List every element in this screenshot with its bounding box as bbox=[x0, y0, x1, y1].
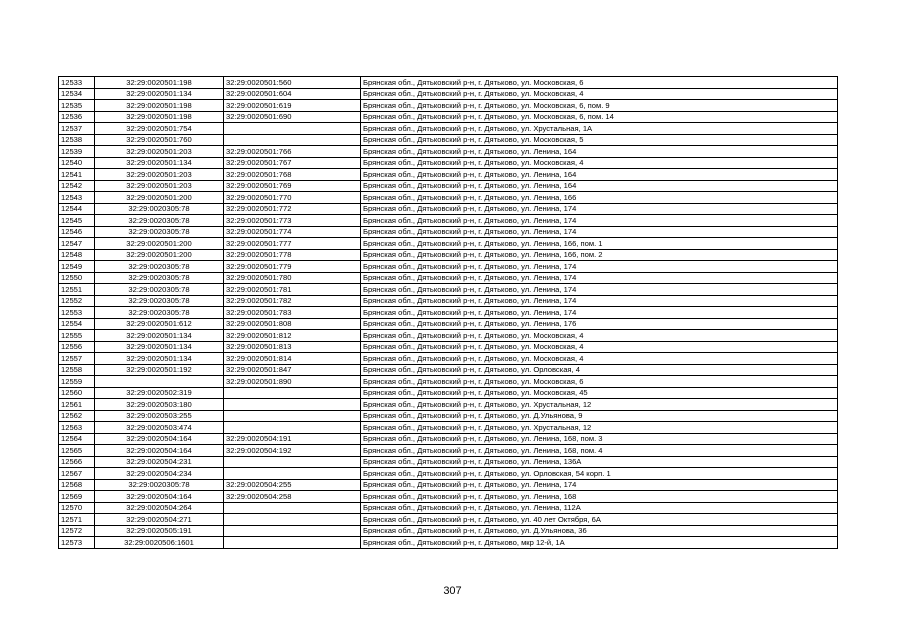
cadastral-number-cell: 32:29:0020504:231 bbox=[95, 456, 224, 468]
address-cell: Брянская обл., Дятьковский р-н, г. Дятьково, ул. Ленина, 174 bbox=[361, 215, 838, 227]
row-number-cell: 12560 bbox=[59, 387, 95, 399]
related-cadastral-number-cell: 32:29:0020501:769 bbox=[224, 180, 361, 192]
cadastral-number-cell: 32:29:0020503:255 bbox=[95, 410, 224, 422]
address-cell: Брянская обл., Дятьковский р-н, г. Дятьково, ул. Д.Ульянова, 36 bbox=[361, 525, 838, 537]
row-number-cell: 12548 bbox=[59, 249, 95, 261]
related-cadastral-number-cell bbox=[224, 502, 361, 514]
related-cadastral-number-cell bbox=[224, 123, 361, 135]
table-row bbox=[59, 537, 838, 549]
row-number-cell: 12543 bbox=[59, 192, 95, 204]
related-cadastral-number-cell: 32:29:0020504:258 bbox=[224, 491, 361, 503]
address-cell: Брянская обл., Дятьковский р-н, г. Дятьково, ул. Ленина, 174 bbox=[361, 226, 838, 238]
row-number-cell: 12570 bbox=[59, 502, 95, 514]
row-number-cell: 12551 bbox=[59, 284, 95, 296]
related-cadastral-number-cell bbox=[224, 387, 361, 399]
related-cadastral-number-cell: 32:29:0020501:780 bbox=[224, 272, 361, 284]
table-row bbox=[59, 445, 838, 457]
row-number-cell: 12545 bbox=[59, 215, 95, 227]
table-row bbox=[59, 295, 838, 307]
related-cadastral-number-cell bbox=[224, 399, 361, 411]
cadastral-number-cell: 32:29:0020501:134 bbox=[95, 157, 224, 169]
address-cell: Брянская обл., Дятьковский р-н, г. Дятьково, ул. Хрустальная, 12 bbox=[361, 399, 838, 411]
table-row bbox=[59, 353, 838, 365]
row-number-cell: 12537 bbox=[59, 123, 95, 135]
related-cadastral-number-cell bbox=[224, 134, 361, 146]
table-row bbox=[59, 272, 838, 284]
table-row bbox=[59, 111, 838, 123]
address-cell: Брянская обл., Дятьковский р-н, г. Дятьково, ул. Ленина, 168 bbox=[361, 491, 838, 503]
cadastral-number-cell: 32:29:0020305:78 bbox=[95, 284, 224, 296]
related-cadastral-number-cell: 32:29:0020501:766 bbox=[224, 146, 361, 158]
address-cell: Брянская обл., Дятьковский р-н, г. Дятьково, ул. 40 лет Октября, 6А bbox=[361, 514, 838, 526]
row-number-cell: 12563 bbox=[59, 422, 95, 434]
cadastral-number-cell: 32:29:0020501:200 bbox=[95, 192, 224, 204]
related-cadastral-number-cell: 32:29:0020501:812 bbox=[224, 330, 361, 342]
cadastral-number-cell: 32:29:0020501:198 bbox=[95, 77, 224, 89]
table-row bbox=[59, 456, 838, 468]
address-cell: Брянская обл., Дятьковский р-н, г. Дятьково, ул. Ленина, 174 bbox=[361, 272, 838, 284]
row-number-cell: 12571 bbox=[59, 514, 95, 526]
related-cadastral-number-cell: 32:29:0020501:773 bbox=[224, 215, 361, 227]
related-cadastral-number-cell: 32:29:0020501:778 bbox=[224, 249, 361, 261]
address-cell: Брянская обл., Дятьковский р-н, г. Дятьково, ул. Ленина, 164 bbox=[361, 146, 838, 158]
row-number-cell: 12569 bbox=[59, 491, 95, 503]
row-number-cell: 12535 bbox=[59, 100, 95, 112]
cadastral-number-cell: 32:29:0020501:134 bbox=[95, 330, 224, 342]
cadastral-number-cell: 32:29:0020501:203 bbox=[95, 146, 224, 158]
table-row bbox=[59, 341, 838, 353]
cadastral-number-cell: 32:29:0020305:78 bbox=[95, 295, 224, 307]
row-number-cell: 12539 bbox=[59, 146, 95, 158]
row-number-cell: 12546 bbox=[59, 226, 95, 238]
related-cadastral-number-cell bbox=[224, 514, 361, 526]
table-body bbox=[59, 77, 838, 549]
address-cell: Брянская обл., Дятьковский р-н, г. Дятьково, мкр 12-й, 1А bbox=[361, 537, 838, 549]
table-row bbox=[59, 215, 838, 227]
cadastral-number-cell: 32:29:0020501:200 bbox=[95, 238, 224, 250]
cadastral-number-cell: 32:29:0020501:134 bbox=[95, 341, 224, 353]
row-number-cell: 12538 bbox=[59, 134, 95, 146]
row-number-cell: 12547 bbox=[59, 238, 95, 250]
related-cadastral-number-cell: 32:29:0020501:808 bbox=[224, 318, 361, 330]
address-cell: Брянская обл., Дятьковский р-н, г. Дятьково, ул. Ленина, 166, пом. 2 bbox=[361, 249, 838, 261]
address-cell: Брянская обл., Дятьковский р-н, г. Дятьково, ул. Ленина, 112А bbox=[361, 502, 838, 514]
related-cadastral-number-cell bbox=[224, 525, 361, 537]
related-cadastral-number-cell: 32:29:0020501:774 bbox=[224, 226, 361, 238]
related-cadastral-number-cell: 32:29:0020501:779 bbox=[224, 261, 361, 273]
cadastral-number-cell bbox=[95, 376, 224, 388]
table-row bbox=[59, 134, 838, 146]
related-cadastral-number-cell: 32:29:0020504:192 bbox=[224, 445, 361, 457]
address-cell: Брянская обл., Дятьковский р-н, г. Дятьково, ул. Ленина, 136А bbox=[361, 456, 838, 468]
related-cadastral-number-cell: 32:29:0020501:768 bbox=[224, 169, 361, 181]
address-cell: Брянская обл., Дятьковский р-н, г. Дятьково, ул. Ленина, 174 bbox=[361, 284, 838, 296]
table-row bbox=[59, 399, 838, 411]
row-number-cell: 12549 bbox=[59, 261, 95, 273]
address-cell: Брянская обл., Дятьковский р-н, г. Дятьково, ул. Московская, 5 bbox=[361, 134, 838, 146]
cadastral-number-cell: 32:29:0020305:78 bbox=[95, 307, 224, 319]
row-number-cell: 12568 bbox=[59, 479, 95, 491]
cadastral-number-cell: 32:29:0020501:134 bbox=[95, 353, 224, 365]
address-cell: Брянская обл., Дятьковский р-н, г. Дятьково, ул. Ленина, 166 bbox=[361, 192, 838, 204]
table-row bbox=[59, 192, 838, 204]
address-cell: Брянская обл., Дятьковский р-н, г. Дятьково, ул. Ленина, 176 bbox=[361, 318, 838, 330]
row-number-cell: 12553 bbox=[59, 307, 95, 319]
cadastral-number-cell: 32:29:0020501:198 bbox=[95, 111, 224, 123]
address-cell: Брянская обл., Дятьковский р-н, г. Дятьково, ул. Орловская, 54 корп. 1 bbox=[361, 468, 838, 480]
address-cell: Брянская обл., Дятьковский р-н, г. Дятьково, ул. Ленина, 174 bbox=[361, 307, 838, 319]
address-cell: Брянская обл., Дятьковский р-н, г. Дятьково, ул. Хрустальная, 1А bbox=[361, 123, 838, 135]
address-cell: Брянская обл., Дятьковский р-н, г. Дятьково, ул. Московская, 6 bbox=[361, 77, 838, 89]
related-cadastral-number-cell: 32:29:0020501:560 bbox=[224, 77, 361, 89]
address-cell: Брянская обл., Дятьковский р-н, г. Дятьково, ул. Московская, 6 bbox=[361, 376, 838, 388]
table-row bbox=[59, 468, 838, 480]
table-row bbox=[59, 422, 838, 434]
row-number-cell: 12534 bbox=[59, 88, 95, 100]
row-number-cell: 12559 bbox=[59, 376, 95, 388]
cadastral-number-cell: 32:29:0020504:164 bbox=[95, 491, 224, 503]
related-cadastral-number-cell: 32:29:0020501:690 bbox=[224, 111, 361, 123]
row-number-cell: 12565 bbox=[59, 445, 95, 457]
cadastral-number-cell: 32:29:0020503:474 bbox=[95, 422, 224, 434]
address-cell: Брянская обл., Дятьковский р-н, г. Дятьково, ул. Московская, 45 bbox=[361, 387, 838, 399]
row-number-cell: 12573 bbox=[59, 537, 95, 549]
cadastral-number-cell: 32:29:0020305:78 bbox=[95, 272, 224, 284]
cadastral-number-cell: 32:29:0020305:78 bbox=[95, 215, 224, 227]
address-cell: Брянская обл., Дятьковский р-н, г. Дятьково, ул. Ленина, 174 bbox=[361, 295, 838, 307]
table-row bbox=[59, 376, 838, 388]
address-cell: Брянская обл., Дятьковский р-н, г. Дятьково, ул. Орловская, 4 bbox=[361, 364, 838, 376]
related-cadastral-number-cell: 32:29:0020501:814 bbox=[224, 353, 361, 365]
row-number-cell: 12566 bbox=[59, 456, 95, 468]
related-cadastral-number-cell: 32:29:0020504:255 bbox=[224, 479, 361, 491]
address-cell: Брянская обл., Дятьковский р-н, г. Дятьково, ул. Ленина, 166, пом. 1 bbox=[361, 238, 838, 250]
row-number-cell: 12541 bbox=[59, 169, 95, 181]
row-number-cell: 12544 bbox=[59, 203, 95, 215]
row-number-cell: 12572 bbox=[59, 525, 95, 537]
address-cell: Брянская обл., Дятьковский р-н, г. Дятьково, ул. Ленина, 168, пом. 3 bbox=[361, 433, 838, 445]
table-row bbox=[59, 491, 838, 503]
cadastral-number-cell: 32:29:0020504:271 bbox=[95, 514, 224, 526]
cadastral-number-cell: 32:29:0020501:192 bbox=[95, 364, 224, 376]
table-row bbox=[59, 226, 838, 238]
cadastral-number-cell: 32:29:0020504:264 bbox=[95, 502, 224, 514]
address-cell: Брянская обл., Дятьковский р-н, г. Дятьково, ул. Ленина, 164 bbox=[361, 169, 838, 181]
related-cadastral-number-cell: 32:29:0020501:782 bbox=[224, 295, 361, 307]
row-number-cell: 12556 bbox=[59, 341, 95, 353]
related-cadastral-number-cell: 32:29:0020501:767 bbox=[224, 157, 361, 169]
table-row bbox=[59, 525, 838, 537]
address-cell: Брянская обл., Дятьковский р-н, г. Дятьково, ул. Московская, 4 bbox=[361, 330, 838, 342]
cadastral-number-cell: 32:29:0020305:78 bbox=[95, 226, 224, 238]
related-cadastral-number-cell: 32:29:0020501:847 bbox=[224, 364, 361, 376]
row-number-cell: 12533 bbox=[59, 77, 95, 89]
cadastral-number-cell: 32:29:0020506:1601 bbox=[95, 537, 224, 549]
related-cadastral-number-cell bbox=[224, 537, 361, 549]
cadastral-number-cell: 32:29:0020501:198 bbox=[95, 100, 224, 112]
related-cadastral-number-cell bbox=[224, 422, 361, 434]
table-row bbox=[59, 203, 838, 215]
cadastral-number-cell: 32:29:0020501:134 bbox=[95, 88, 224, 100]
row-number-cell: 12552 bbox=[59, 295, 95, 307]
row-number-cell: 12557 bbox=[59, 353, 95, 365]
related-cadastral-number-cell: 32:29:0020501:619 bbox=[224, 100, 361, 112]
cadastral-number-cell: 32:29:0020501:612 bbox=[95, 318, 224, 330]
table-row bbox=[59, 307, 838, 319]
related-cadastral-number-cell: 32:29:0020501:770 bbox=[224, 192, 361, 204]
table-row bbox=[59, 514, 838, 526]
cadastral-number-cell: 32:29:0020501:754 bbox=[95, 123, 224, 135]
related-cadastral-number-cell: 32:29:0020501:604 bbox=[224, 88, 361, 100]
table-row bbox=[59, 261, 838, 273]
cadastral-number-cell: 32:29:0020501:203 bbox=[95, 169, 224, 181]
cadastral-number-cell: 32:29:0020501:200 bbox=[95, 249, 224, 261]
row-number-cell: 12555 bbox=[59, 330, 95, 342]
related-cadastral-number-cell: 32:29:0020501:890 bbox=[224, 376, 361, 388]
cadastral-number-cell: 32:29:0020502:319 bbox=[95, 387, 224, 399]
page-number: 307 bbox=[443, 585, 462, 597]
table-row bbox=[59, 410, 838, 422]
row-number-cell: 12550 bbox=[59, 272, 95, 284]
related-cadastral-number-cell: 32:29:0020504:191 bbox=[224, 433, 361, 445]
cadastral-number-cell: 32:29:0020505:191 bbox=[95, 525, 224, 537]
table-row bbox=[59, 146, 838, 158]
related-cadastral-number-cell: 32:29:0020501:813 bbox=[224, 341, 361, 353]
cadastral-number-cell: 32:29:0020305:78 bbox=[95, 479, 224, 491]
address-cell: Брянская обл., Дятьковский р-н, г. Дятьково, ул. Московская, 4 bbox=[361, 341, 838, 353]
row-number-cell: 12558 bbox=[59, 364, 95, 376]
related-cadastral-number-cell bbox=[224, 468, 361, 480]
row-number-cell: 12536 bbox=[59, 111, 95, 123]
table-row bbox=[59, 433, 838, 445]
address-cell: Брянская обл., Дятьковский р-н, г. Дятьково, ул. Ленина, 174 bbox=[361, 203, 838, 215]
table-row bbox=[59, 284, 838, 296]
table-row bbox=[59, 330, 838, 342]
cadastral-number-cell: 32:29:0020503:180 bbox=[95, 399, 224, 411]
table-row bbox=[59, 364, 838, 376]
related-cadastral-number-cell: 32:29:0020501:783 bbox=[224, 307, 361, 319]
row-number-cell: 12540 bbox=[59, 157, 95, 169]
related-cadastral-number-cell: 32:29:0020501:781 bbox=[224, 284, 361, 296]
table-row bbox=[59, 157, 838, 169]
table-row bbox=[59, 238, 838, 250]
address-cell: Брянская обл., Дятьковский р-н, г. Дятьково, ул. Д.Ульянова, 9 bbox=[361, 410, 838, 422]
address-cell: Брянская обл., Дятьковский р-н, г. Дятьково, ул. Московская, 4 bbox=[361, 88, 838, 100]
cadastral-register-table bbox=[58, 76, 838, 549]
address-cell: Брянская обл., Дятьковский р-н, г. Дятьково, ул. Ленина, 174 bbox=[361, 479, 838, 491]
cadastral-number-cell: 32:29:0020305:78 bbox=[95, 203, 224, 215]
table-row bbox=[59, 169, 838, 181]
cadastral-number-cell: 32:29:0020501:760 bbox=[95, 134, 224, 146]
row-number-cell: 12542 bbox=[59, 180, 95, 192]
address-cell: Брянская обл., Дятьковский р-н, г. Дятьково, ул. Московская, 6, пом. 14 bbox=[361, 111, 838, 123]
table-row bbox=[59, 88, 838, 100]
row-number-cell: 12564 bbox=[59, 433, 95, 445]
address-cell: Брянская обл., Дятьковский р-н, г. Дятьково, ул. Московская, 6, пом. 9 bbox=[361, 100, 838, 112]
address-cell: Брянская обл., Дятьковский р-н, г. Дятьково, ул. Ленина, 168, пом. 4 bbox=[361, 445, 838, 457]
row-number-cell: 12562 bbox=[59, 410, 95, 422]
cadastral-number-cell: 32:29:0020501:203 bbox=[95, 180, 224, 192]
row-number-cell: 12554 bbox=[59, 318, 95, 330]
table-row bbox=[59, 100, 838, 112]
table-row bbox=[59, 479, 838, 491]
related-cadastral-number-cell bbox=[224, 456, 361, 468]
table-row bbox=[59, 387, 838, 399]
row-number-cell: 12561 bbox=[59, 399, 95, 411]
table-row bbox=[59, 318, 838, 330]
table-row bbox=[59, 502, 838, 514]
address-cell: Брянская обл., Дятьковский р-н, г. Дятьково, ул. Московская, 4 bbox=[361, 157, 838, 169]
cadastral-number-cell: 32:29:0020504:234 bbox=[95, 468, 224, 480]
related-cadastral-number-cell: 32:29:0020501:772 bbox=[224, 203, 361, 215]
cadastral-number-cell: 32:29:0020504:164 bbox=[95, 433, 224, 445]
table-row bbox=[59, 249, 838, 261]
row-number-cell: 12567 bbox=[59, 468, 95, 480]
related-cadastral-number-cell: 32:29:0020501:777 bbox=[224, 238, 361, 250]
related-cadastral-number-cell bbox=[224, 410, 361, 422]
table-row bbox=[59, 180, 838, 192]
address-cell: Брянская обл., Дятьковский р-н, г. Дятьково, ул. Хрустальная, 12 bbox=[361, 422, 838, 434]
table-row bbox=[59, 77, 838, 89]
address-cell: Брянская обл., Дятьковский р-н, г. Дятьково, ул. Ленина, 174 bbox=[361, 261, 838, 273]
address-cell: Брянская обл., Дятьковский р-н, г. Дятьково, ул. Московская, 4 bbox=[361, 353, 838, 365]
cadastral-number-cell: 32:29:0020504:164 bbox=[95, 445, 224, 457]
cadastral-number-cell: 32:29:0020305:78 bbox=[95, 261, 224, 273]
address-cell: Брянская обл., Дятьковский р-н, г. Дятьково, ул. Ленина, 164 bbox=[361, 180, 838, 192]
table-row bbox=[59, 123, 838, 135]
